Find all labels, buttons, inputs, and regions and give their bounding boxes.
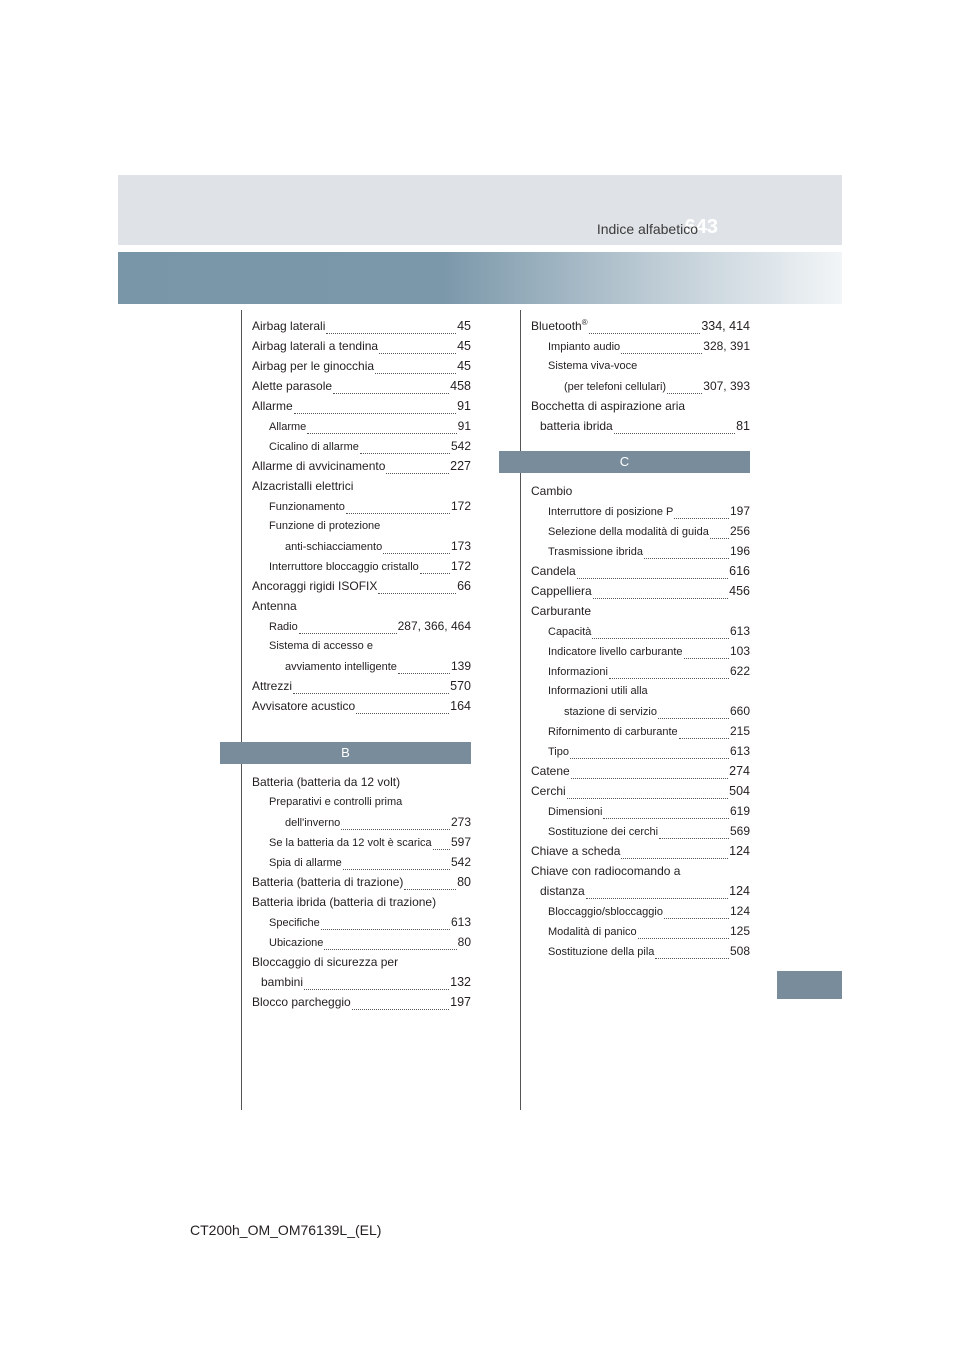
entry-term: Alzacristalli elettrici xyxy=(252,479,354,493)
entry-term: Allarme xyxy=(252,399,293,413)
entry-page: 197 xyxy=(450,995,471,1009)
leader-dots xyxy=(307,419,456,434)
leader-dots xyxy=(664,904,729,919)
entry-page: 458 xyxy=(450,379,471,393)
entry-page: 172 xyxy=(450,499,471,513)
entry-term: Airbag laterali xyxy=(252,319,326,333)
index-entry xyxy=(252,852,471,872)
left-index-column xyxy=(252,316,471,1012)
entry-term: Cerchi xyxy=(531,784,566,798)
entry-page: 256 xyxy=(729,524,750,538)
entry-page: 197 xyxy=(729,504,750,518)
entry-term: Batteria ibrida (batteria di trazione) xyxy=(252,895,437,909)
entry-term: Airbag laterali a tendina xyxy=(252,339,379,353)
index-entry xyxy=(531,941,750,961)
entry-page: 172 xyxy=(450,559,471,573)
index-entry xyxy=(531,416,750,436)
index-entry xyxy=(531,601,750,621)
leader-dots xyxy=(589,319,701,334)
leader-dots xyxy=(326,319,456,334)
leader-dots xyxy=(659,824,729,839)
index-entry xyxy=(252,812,471,832)
entry-term: Candela xyxy=(531,564,576,578)
index-entry xyxy=(531,721,750,741)
index-entry xyxy=(252,376,471,396)
leader-dots xyxy=(577,564,728,579)
entry-term: Trasmissione ibrida xyxy=(548,546,643,558)
index-list-b xyxy=(252,772,471,1012)
entry-term: Airbag per le ginocchia xyxy=(252,359,375,373)
index-entry xyxy=(252,476,471,496)
index-entry xyxy=(252,972,471,992)
entry-term: Carburante xyxy=(531,604,592,618)
entry-term: Ancoraggi rigidi ISOFIX xyxy=(252,579,378,593)
entry-term: Avvisatore acustico xyxy=(252,699,356,713)
entry-page: 508 xyxy=(729,944,750,958)
entry-page: 215 xyxy=(729,724,750,738)
entry-term: Funzione di protezione xyxy=(269,520,381,532)
entry-term: Sistema viva-voce xyxy=(548,360,638,372)
leader-dots xyxy=(379,339,456,354)
entry-page: 287, 366, 464 xyxy=(397,619,471,633)
index-entry xyxy=(252,912,471,932)
leader-dots xyxy=(352,995,449,1010)
leader-dots xyxy=(398,659,450,674)
index-entry xyxy=(531,621,750,641)
index-entry xyxy=(531,761,750,781)
entry-term: anti-schiacciamento xyxy=(285,541,383,553)
index-entry xyxy=(252,636,471,656)
entry-page: 569 xyxy=(729,824,750,838)
index-entry xyxy=(531,376,750,396)
index-entry xyxy=(531,741,750,761)
decorative-gradient-band xyxy=(118,252,842,304)
entry-term: (per telefoni cellulari) xyxy=(564,381,667,393)
entry-page: 273 xyxy=(450,815,471,829)
entry-page: 103 xyxy=(729,644,750,658)
index-entry xyxy=(531,521,750,541)
index-entry xyxy=(531,356,750,376)
index-entry xyxy=(531,781,750,801)
entry-term: Catene xyxy=(531,764,570,778)
entry-term: Sostituzione della pila xyxy=(548,946,655,958)
index-entry xyxy=(531,841,750,861)
index-entry xyxy=(252,832,471,852)
leader-dots xyxy=(567,784,728,799)
entry-term: Funzionamento xyxy=(269,501,345,513)
index-entry xyxy=(531,801,750,821)
entry-term: Antenna xyxy=(252,599,297,613)
entry-term xyxy=(531,316,588,336)
entry-term: Impianto audio xyxy=(548,341,621,353)
index-entry xyxy=(252,336,471,356)
index-entry xyxy=(252,556,471,576)
index-entry xyxy=(252,616,471,636)
section-header-c: C xyxy=(499,451,750,473)
entry-term: Informazioni xyxy=(548,666,608,678)
index-entry xyxy=(252,356,471,376)
entry-page: 173 xyxy=(450,539,471,553)
registered-mark: ® xyxy=(581,318,588,327)
entry-page: 660 xyxy=(729,704,750,718)
entry-page: 124 xyxy=(729,884,750,898)
entry-term: Tipo xyxy=(548,746,569,758)
right-index-column xyxy=(531,316,750,961)
entry-term: Sistema di accesso e xyxy=(269,640,373,652)
entry-term: Chiave a scheda xyxy=(531,844,621,858)
entry-term: Attrezzi xyxy=(252,679,293,693)
entry-term: Allarme xyxy=(269,421,307,433)
spacer xyxy=(531,436,750,445)
index-entry xyxy=(252,576,471,596)
entry-page: 125 xyxy=(729,924,750,938)
entry-page: 196 xyxy=(729,544,750,558)
entry-page: 45 xyxy=(457,319,471,333)
entry-term: Selezione della modalità di guida xyxy=(548,526,709,538)
entry-term: avviamento intelligente xyxy=(285,661,397,673)
index-entry xyxy=(531,561,750,581)
leader-dots xyxy=(321,915,450,930)
index-entry xyxy=(531,481,750,501)
index-entry xyxy=(531,901,750,921)
entry-page: 80 xyxy=(457,875,471,889)
leader-dots xyxy=(592,624,729,639)
entry-page: 227 xyxy=(450,459,471,473)
entry-term: Spia di allarme xyxy=(269,857,342,869)
entry-term: Specifiche xyxy=(269,917,320,929)
entry-term: Ubicazione xyxy=(269,937,324,949)
leader-dots xyxy=(655,944,729,959)
index-entry xyxy=(252,396,471,416)
leader-dots xyxy=(638,924,729,939)
index-entry xyxy=(252,316,471,336)
header-band xyxy=(118,175,842,245)
entry-page: 164 xyxy=(450,699,471,713)
entry-page: 613 xyxy=(729,624,750,638)
entry-term: Preparativi e controlli prima xyxy=(269,796,403,808)
index-entry xyxy=(531,681,750,701)
entry-term: Blocco parcheggio xyxy=(252,995,351,1009)
entry-page: 139 xyxy=(450,659,471,673)
index-entry xyxy=(252,436,471,456)
leader-dots xyxy=(360,439,450,454)
entry-term: Cicalino di allarme xyxy=(269,441,359,453)
index-entry xyxy=(252,992,471,1012)
entry-page: 274 xyxy=(729,764,750,778)
leader-dots xyxy=(658,704,729,719)
entry-page: 456 xyxy=(729,584,750,598)
index-entry xyxy=(252,952,471,972)
leader-dots xyxy=(684,644,729,659)
entry-term: Bloccaggio di sicurezza per xyxy=(252,955,399,969)
leader-dots xyxy=(299,619,397,634)
entry-term: Allarme di avvicinamento xyxy=(252,459,386,473)
section-header-b: B xyxy=(220,742,471,764)
entry-term: Batteria (batteria da 12 volt) xyxy=(252,775,401,789)
entry-term: distanza xyxy=(540,884,585,898)
entry-page: 91 xyxy=(457,399,471,413)
entry-page: 80 xyxy=(457,935,471,949)
leader-dots xyxy=(571,764,728,779)
entry-page: 622 xyxy=(729,664,750,678)
entry-page: 132 xyxy=(450,975,471,989)
entry-term: Chiave con radiocomando a xyxy=(531,864,681,878)
leader-dots xyxy=(324,935,456,950)
leader-dots xyxy=(433,835,450,850)
leader-dots xyxy=(383,539,450,554)
index-entry xyxy=(252,536,471,556)
entry-term: Indicatore livello carburante xyxy=(548,646,683,658)
leader-dots xyxy=(621,844,728,859)
leader-dots xyxy=(294,399,456,414)
entry-term: Sostituzione dei cerchi xyxy=(548,826,659,838)
leader-dots xyxy=(710,524,729,539)
index-entry xyxy=(252,676,471,696)
entry-term: Capacità xyxy=(548,626,592,638)
leader-dots xyxy=(586,884,728,899)
entry-term: Cappelliera xyxy=(531,584,592,598)
leader-dots xyxy=(420,559,450,574)
leader-dots xyxy=(614,419,735,434)
entry-page: 124 xyxy=(729,904,750,918)
index-entry xyxy=(531,861,750,881)
index-entry xyxy=(252,496,471,516)
leader-dots xyxy=(333,379,449,394)
entry-term: Cambio xyxy=(531,484,573,498)
index-entry xyxy=(252,932,471,952)
index-entry xyxy=(531,641,750,661)
index-entry xyxy=(531,881,750,901)
leader-dots xyxy=(341,815,450,830)
leader-dots xyxy=(570,744,729,759)
index-entry xyxy=(252,656,471,676)
leader-dots xyxy=(667,379,702,394)
entry-page: 91 xyxy=(457,419,471,433)
left-column-rule xyxy=(241,310,242,1110)
entry-page: 613 xyxy=(450,915,471,929)
index-entry xyxy=(531,396,750,416)
spacer xyxy=(252,716,471,736)
index-entry xyxy=(531,336,750,356)
right-column-rule xyxy=(520,310,521,1110)
entry-term: batteria ibrida xyxy=(540,419,613,433)
entry-page: 45 xyxy=(457,339,471,353)
index-entry xyxy=(531,701,750,721)
entry-term: Informazioni utili alla xyxy=(548,685,648,697)
document-code: CT200h_OM_OM76139L_(EL) xyxy=(190,1222,382,1238)
entry-page: 334, 414 xyxy=(701,319,750,333)
entry-term: Se la batteria da 12 volt è scarica xyxy=(269,837,432,849)
entry-term: Alette parasole xyxy=(252,379,333,393)
index-entry xyxy=(531,541,750,561)
leader-dots xyxy=(644,544,729,559)
index-entry xyxy=(252,792,471,812)
entry-page: 45 xyxy=(457,359,471,373)
index-list-b2 xyxy=(531,336,750,436)
index-entry xyxy=(252,456,471,476)
entry-term: Interruttore bloccaggio cristallo xyxy=(269,561,419,573)
entry-term: Interruttore di posizione P xyxy=(548,506,674,518)
entry-page: 328, 391 xyxy=(703,339,750,353)
entry-term: Radio xyxy=(269,621,298,633)
page-number: 643 xyxy=(684,216,718,238)
index-entry xyxy=(531,581,750,601)
entry-term: bambini xyxy=(261,975,304,989)
leader-dots xyxy=(603,804,729,819)
leader-dots xyxy=(674,504,729,519)
index-list-a xyxy=(252,316,471,716)
leader-dots xyxy=(404,875,456,890)
entry-page: 124 xyxy=(729,844,750,858)
entry-term: Modalità di panico xyxy=(548,926,637,938)
index-entry xyxy=(252,872,471,892)
entry-term: stazione di servizio xyxy=(564,706,657,718)
entry-term: Rifornimento di carburante xyxy=(548,726,678,738)
entry-page: 570 xyxy=(450,679,471,693)
entry-term: dell'inverno xyxy=(285,817,341,829)
leader-dots xyxy=(679,724,729,739)
leader-dots xyxy=(621,339,702,354)
index-entry xyxy=(531,661,750,681)
leader-dots xyxy=(293,679,449,694)
leader-dots xyxy=(356,699,449,714)
entry-page: 619 xyxy=(729,804,750,818)
index-entry xyxy=(531,501,750,521)
section-title: Indice alfabetico xyxy=(596,221,698,237)
entry-page: 542 xyxy=(450,855,471,869)
entry-page: 542 xyxy=(450,439,471,453)
entry-page: 66 xyxy=(457,579,471,593)
index-entry xyxy=(531,821,750,841)
leader-dots xyxy=(346,499,450,514)
index-entry xyxy=(252,596,471,616)
index-entry xyxy=(252,416,471,436)
entry-page: 504 xyxy=(729,784,750,798)
index-entry-bluetooth xyxy=(531,316,750,336)
entry-term: Bloccaggio/sbloccaggio xyxy=(548,906,663,918)
entry-page: 616 xyxy=(729,564,750,578)
entry-page: 613 xyxy=(729,744,750,758)
leader-dots xyxy=(609,664,729,679)
index-entry xyxy=(252,696,471,716)
index-entry xyxy=(531,921,750,941)
entry-term: Batteria (batteria di trazione) xyxy=(252,875,404,889)
leader-dots xyxy=(378,579,456,594)
entry-page: 307, 393 xyxy=(703,379,750,393)
index-entry xyxy=(252,772,471,792)
leader-dots xyxy=(386,459,449,474)
entry-page: 597 xyxy=(450,835,471,849)
entry-term: Bocchetta di aspirazione aria xyxy=(531,399,686,413)
leader-dots xyxy=(343,855,450,870)
entry-term-text: Bluetooth xyxy=(531,319,582,333)
leader-dots xyxy=(593,584,728,599)
thumb-index-tab xyxy=(777,971,842,999)
leader-dots xyxy=(375,359,456,374)
leader-dots xyxy=(304,975,449,990)
index-entry xyxy=(252,892,471,912)
entry-term: Dimensioni xyxy=(548,806,603,818)
entry-page: 81 xyxy=(736,419,750,433)
index-list-c xyxy=(531,481,750,961)
index-entry xyxy=(252,516,471,536)
